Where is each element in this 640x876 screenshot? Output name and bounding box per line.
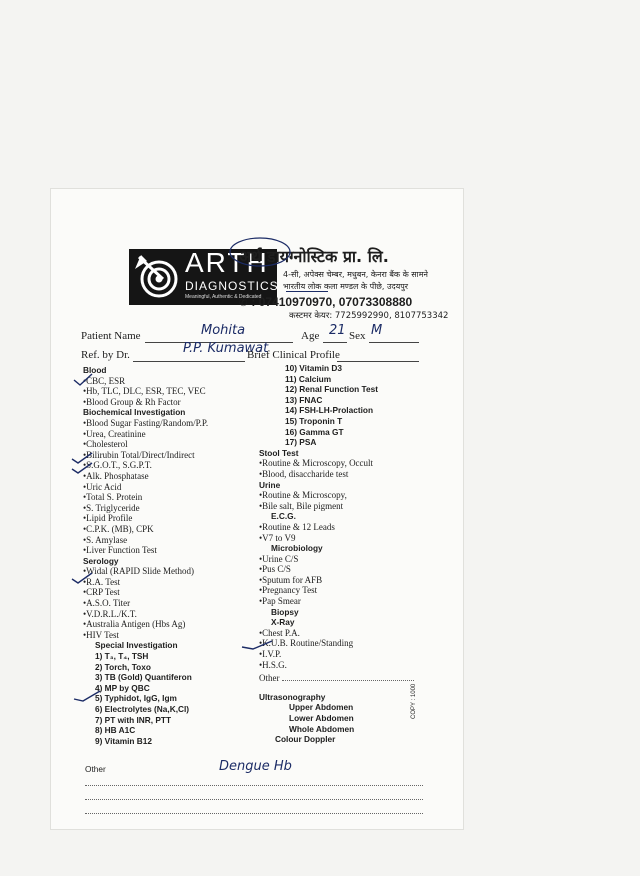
test-item: • Urea, Creatinine <box>83 429 208 440</box>
test-item: • CRP Test <box>83 587 208 598</box>
tick-mark-icon <box>241 639 273 651</box>
test-item: • R.A. Test <box>83 577 208 588</box>
test-item: • Routine & 12 Leads <box>259 522 414 533</box>
pen-circle-mark <box>227 235 293 269</box>
age-label: Age <box>301 330 320 342</box>
ref-value: P.P. Kumawat <box>183 341 269 356</box>
section-ultrasonography: Ultrasonography <box>259 691 326 702</box>
other-line-3 <box>85 803 423 814</box>
test-item: • Pap Smear <box>259 596 414 607</box>
test-item: Whole Abdomen <box>289 723 355 734</box>
patient-name-label: Patient Name <box>81 330 141 342</box>
test-item: • Blood Group & Rh Factor <box>83 397 208 408</box>
tick-mark-icon <box>71 571 93 585</box>
test-item: 1) T₃, T₄, TSH <box>95 651 149 662</box>
test-item: • Alk. Phosphatase <box>83 471 208 482</box>
test-item: 2) Torch, Toxo <box>95 661 151 672</box>
logo-word: ARTH <box>185 247 269 278</box>
right-test-column <box>259 363 414 745</box>
pen-underline <box>286 291 328 292</box>
address-line-2: भारतीय लोक कला मण्डल के पीछे, उदयपुर <box>283 282 409 291</box>
test-item: • V.D.R.L./K.T. <box>83 609 208 620</box>
test-item: • I.V.P. <box>259 649 414 660</box>
address-line-1: 4-सी, अपेक्स चेम्बर, मधुबन, केनरा बैंक के सामने <box>283 270 428 279</box>
test-item: 14) FSH-LH-Prolaction <box>285 405 374 416</box>
test-item: 9) Vitamin B12 <box>95 735 153 746</box>
test-item: • Total S. Protein <box>83 492 208 503</box>
sex-line <box>369 342 419 343</box>
test-item: • Uric Acid <box>83 482 208 493</box>
age-value: 21 <box>329 323 346 338</box>
ref-label: Ref. by Dr. <box>81 349 130 361</box>
phone-row <box>239 293 412 311</box>
left-test-column <box>83 365 208 746</box>
test-item: • Australia Antigen (Hbs Ag) <box>83 619 208 630</box>
test-item: • H.S.G. <box>259 660 414 671</box>
test-item: • Urine C/S <box>259 554 414 565</box>
other-line-1 <box>85 775 423 786</box>
test-item: • Pregnancy Test <box>259 585 414 596</box>
test-item: 16) Gamma GT <box>285 426 344 437</box>
section-urine: Urine <box>259 479 281 490</box>
other-right-row <box>259 670 414 684</box>
other-right-line <box>282 670 414 681</box>
test-item: • Sputum for AFB <box>259 575 414 586</box>
test-item: • S. Triglyceride <box>83 503 208 514</box>
test-item: • S. Amylase <box>83 535 208 546</box>
test-item: 12) Renal Function Test <box>285 384 378 395</box>
age-line <box>323 342 347 343</box>
tick-mark-icon <box>73 373 93 387</box>
other-left-label: Other <box>85 764 106 774</box>
test-item: • K.U.B. Routine/Standing <box>259 638 414 649</box>
tick-mark-icon <box>73 689 101 703</box>
test-item: • Blood, disaccharide test <box>259 469 414 480</box>
section-serology: Serology <box>83 555 119 566</box>
test-item: • Routine & Microscopy, <box>259 490 414 501</box>
test-item: • A.S.O. Titer <box>83 598 208 609</box>
section-ecg: E.C.G. <box>271 511 296 522</box>
sex-label: Sex <box>349 330 366 342</box>
test-item: • Cholesterol <box>83 439 208 450</box>
company-name: अर्थ डायग्नोस्टिक प्रा. लि. <box>239 247 389 266</box>
logo-sub: DIAGNOSTICS <box>185 279 279 293</box>
section-xray: X-Ray <box>271 617 295 628</box>
test-item: • HIV Test <box>83 630 208 641</box>
target-icon <box>133 255 181 299</box>
test-item: • C.P.K. (MB), CPK <box>83 524 208 535</box>
tick-mark-icon <box>71 461 93 475</box>
patient-name-value: Mohita <box>201 323 246 338</box>
section-blood: Blood <box>83 365 107 375</box>
clinical-line <box>337 361 419 362</box>
test-item: 7) PT with INR, PTT <box>95 714 172 725</box>
test-item: • Pus C/S <box>259 564 414 575</box>
test-item: Upper Abdomen <box>289 702 354 713</box>
test-item: 13) FNAC <box>285 394 323 405</box>
phone-number: : 07410970970, 07073308880 <box>251 295 413 309</box>
test-item: 6) Electrolytes (Na,K,Cl) <box>95 704 190 714</box>
test-item: Lower Abdomen <box>289 713 354 723</box>
test-item: • CBC, ESR <box>83 376 208 387</box>
test-item: • Routine & Microscopy, Occult <box>259 458 414 469</box>
logo-tagline: Meaningful, Authentic & Dedicated <box>185 294 262 300</box>
ref-line <box>133 361 245 362</box>
other-handwritten-note: Dengue Hb <box>219 759 292 774</box>
customer-care: कस्टमर केयर: 7725992990, 8107753342 <box>289 311 449 321</box>
test-item: 5) Typhidot, IgG, Igm <box>95 693 177 704</box>
test-item: 15) Troponin T <box>285 415 343 426</box>
test-item: • Bilirubin Total/Direct/Indirect <box>83 450 208 461</box>
test-item: 8) HB A1C <box>95 725 136 736</box>
section-biochemical: Biochemical Investigation <box>83 407 186 418</box>
section-stool: Stool Test <box>259 447 299 458</box>
other-line-2 <box>85 789 423 800</box>
test-item: • S.G.O.T., S.G.P.T. <box>83 460 208 471</box>
test-item: 4) MP by QBC <box>95 682 150 693</box>
clinical-label: Brief Clinical Profile <box>247 349 340 361</box>
test-item: • Chest P.A. <box>259 628 414 639</box>
sex-value: M <box>371 323 383 338</box>
section-special: Special Investigation <box>95 640 178 651</box>
test-item: • V7 to V9 <box>259 533 414 544</box>
test-item: • Blood Sugar Fasting/Random/P.P. <box>83 418 208 429</box>
test-item: • Bile salt, Bile pigment <box>259 501 414 512</box>
side-print: COPY : 1000 <box>411 683 417 719</box>
test-item: 17) PSA <box>285 437 317 448</box>
test-item: 11) Calcium <box>285 373 332 384</box>
requisition-slip <box>50 188 464 830</box>
test-item: • Liver Function Test <box>83 545 208 556</box>
test-item: 10) Vitamin D3 <box>285 363 343 373</box>
section-biopsy: Biopsy <box>271 606 299 617</box>
other-right-label: Other <box>259 673 280 684</box>
section-microbiology: Microbiology <box>271 543 323 554</box>
test-item: 3) TB (Gold) Quantiferon <box>95 672 192 683</box>
test-item: • Hb, TLC, DLC, ESR, TEC, VEC <box>83 386 208 397</box>
test-item: • Lipid Profile <box>83 513 208 524</box>
test-item: Colour Doppler <box>275 734 336 745</box>
test-item: • Widal (RAPID Slide Method) <box>83 566 208 577</box>
phone-icon: ✆ <box>239 298 248 309</box>
